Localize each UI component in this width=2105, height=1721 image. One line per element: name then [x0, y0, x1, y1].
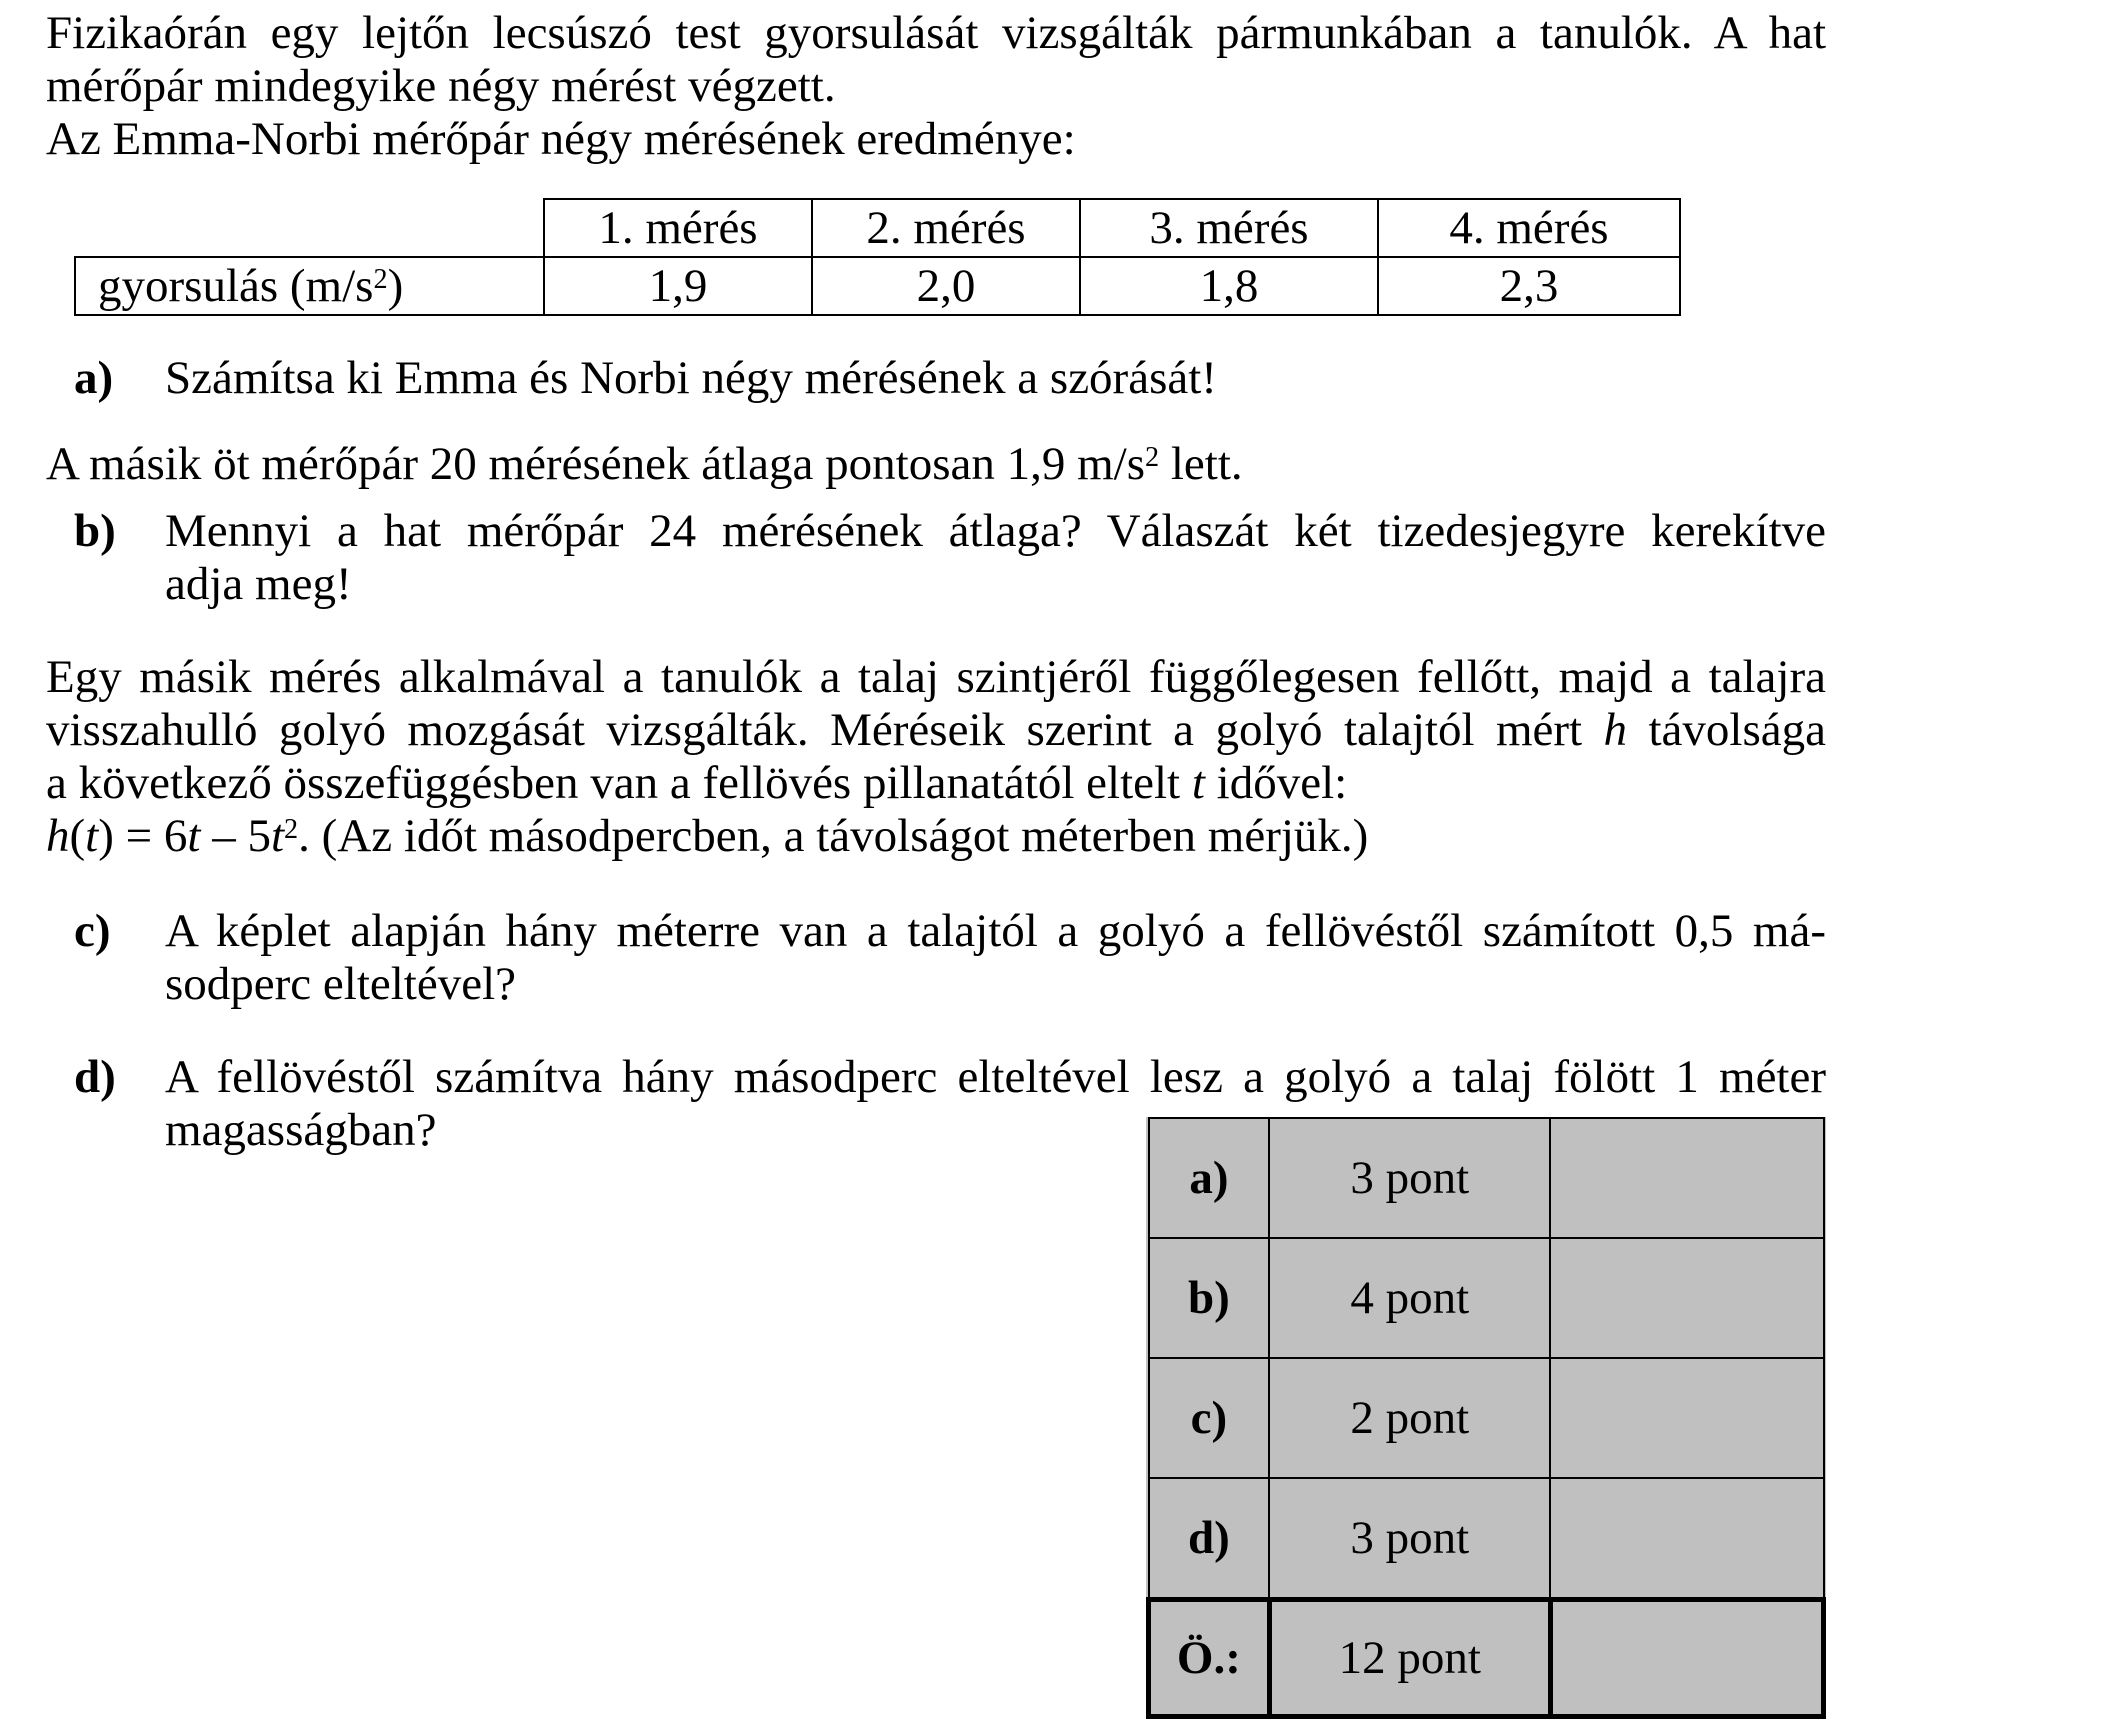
intro-line-1: Fizikaórán egy lejtőn lecsúszó test gyorsulását vizsgálták pármunkában a tanulók. A hat [46, 7, 1826, 59]
score-total-points: 12 pont [1269, 1600, 1550, 1717]
value-cell-4: 2,3 [1378, 257, 1680, 315]
variable-t: t [1191, 757, 1205, 809]
score-label-a: a) [1149, 1118, 1270, 1238]
value-cell-3: 1,8 [1080, 257, 1378, 315]
formula-t: t [85, 810, 99, 862]
score-label-c: c) [1149, 1358, 1270, 1478]
formula-mid: ) = 6 [98, 810, 188, 862]
second-line-3-a: a következő összefüggésben van a fellövés pillanatától eltelt [46, 757, 1192, 809]
question-a-text: Számítsa ki Emma és Norbi négy mérésének a szórását! [165, 352, 1217, 404]
question-d-label: d) [74, 1051, 116, 1103]
variable-h: h [1603, 704, 1628, 756]
measurement-value-row [75, 257, 1680, 315]
row-label-close: ) [387, 260, 404, 312]
score-points-c: 2 pont [1269, 1358, 1550, 1478]
question-a [74, 352, 1826, 405]
value-cell-2: 2,0 [812, 257, 1080, 315]
score-total-label: Ö.: [1149, 1600, 1270, 1717]
row-label-exponent: 2 [373, 264, 388, 296]
question-b [74, 505, 1826, 611]
question-b-line-1: Mennyi a hat mérőpár 24 mérésének átlaga? Válaszát két tizedesjegyre kerekítve [165, 505, 1826, 557]
header-cell-1: 1. mérés [544, 199, 812, 257]
second-line-3-b: idővel: [1204, 757, 1348, 809]
formula-minus: – 5 [200, 810, 271, 862]
measurement-table [74, 198, 1681, 316]
value-cell-1: 1,9 [544, 257, 812, 315]
score-earned-c[interactable] [1550, 1358, 1823, 1478]
header-cell-4: 4. mérés [1378, 199, 1680, 257]
intro-line-2: mérőpár mindegyike négy mérést végzett. [46, 60, 836, 112]
middle-text: A másik öt mérőpár 20 mérésének átlaga pontosan 1,9 m/s [46, 438, 1146, 490]
score-row-c [1149, 1358, 1824, 1478]
question-b-line-2: adja meg! [165, 558, 352, 610]
formula-h: h [46, 810, 70, 862]
question-c-label: c) [74, 905, 111, 957]
score-row-total [1149, 1600, 1824, 1717]
second-line-1: Egy másik mérés alkalmával a tanulók a talaj szintjéről függőlegesen fellőtt, majd a talajra [46, 651, 1826, 703]
question-c-line-2: sodperc elteltével? [165, 958, 517, 1010]
score-earned-a[interactable] [1550, 1118, 1823, 1238]
middle-exponent: 2 [1145, 442, 1160, 474]
middle-end: lett. [1159, 438, 1243, 490]
question-d-line-1: A fellövéstől számítva hány másodperc elteltével lesz a golyó a talaj fölött 1 méter [165, 1051, 1826, 1103]
second-paragraph [46, 651, 1826, 863]
question-c-line-1: A képlet alapján hány méterre van a talajtól a golyó a fellövéstől számított 0,5 má- [165, 905, 1826, 957]
measurement-header-row [75, 199, 1680, 257]
question-d-line-2: magasságban? [165, 1104, 437, 1156]
formula-t3: t [270, 810, 285, 862]
score-points-b: 4 pont [1269, 1238, 1550, 1358]
row-label-acceleration [75, 257, 544, 315]
question-a-label: a) [74, 352, 114, 404]
score-label-d: d) [1149, 1478, 1270, 1600]
question-c [74, 905, 1826, 1011]
formula-open: ( [69, 810, 86, 862]
score-row-a [1149, 1118, 1824, 1238]
header-cell-3: 3. mérés [1080, 199, 1378, 257]
score-total-earned[interactable] [1550, 1600, 1823, 1717]
formula-rest: . (Az időt másodpercben, a távolságot méterben mérjük.) [298, 810, 1369, 862]
score-row-d [1149, 1478, 1824, 1600]
row-label-text: gyorsulás (m/s [98, 260, 374, 312]
blank-cell [75, 199, 544, 257]
second-line-3 [46, 757, 1826, 810]
second-line-2 [46, 704, 1826, 757]
formula-line [46, 810, 1826, 863]
exam-page [46, 0, 1826, 1721]
score-points-a: 3 pont [1269, 1118, 1550, 1238]
score-label-b: b) [1149, 1238, 1270, 1358]
score-points-d: 3 pont [1269, 1478, 1550, 1600]
score-earned-b[interactable] [1550, 1238, 1823, 1358]
header-cell-2: 2. mérés [812, 199, 1080, 257]
score-earned-d[interactable] [1550, 1478, 1823, 1600]
middle-paragraph [46, 438, 1826, 491]
second-line-2-b: távolsága [1627, 704, 1826, 756]
score-row-b [1149, 1238, 1824, 1358]
score-table [1146, 1117, 1826, 1719]
intro-line-3: Az Emma-Norbi mérőpár négy mérésének eredménye: [46, 113, 1076, 165]
intro-paragraph [46, 7, 1826, 166]
formula-exponent: 2 [284, 814, 299, 846]
formula-t2: t [187, 810, 201, 862]
question-b-label: b) [74, 505, 116, 557]
second-line-2-a: visszahulló golyó mozgását vizsgálták. Méréseik szerint a golyó talajtól mért [46, 704, 1604, 756]
